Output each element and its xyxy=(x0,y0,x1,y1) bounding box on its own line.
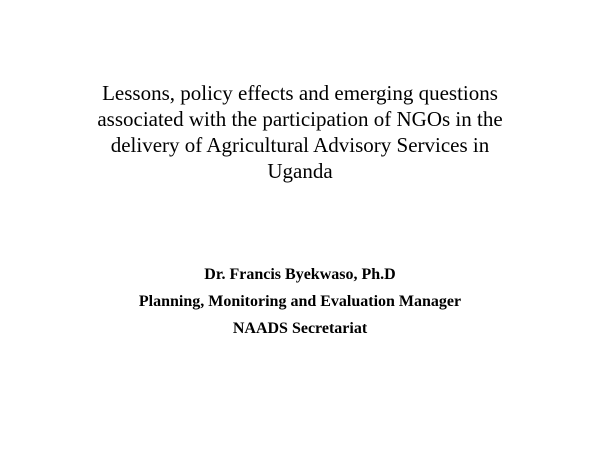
author-position: Planning, Monitoring and Evaluation Manager xyxy=(138,293,462,310)
title-line-2: associated with the participation of NGOs in the xyxy=(97,107,503,131)
title-line-3: delivery of Agricultural Advisory Services in xyxy=(110,133,490,157)
author-organization: NAADS Secretariat xyxy=(232,320,368,337)
title-line-4: Uganda xyxy=(267,159,333,183)
author-block xyxy=(40,261,560,342)
slide-title xyxy=(50,80,550,184)
author-name: Dr. Francis Byekwaso, Ph.D xyxy=(204,266,396,283)
title-line-1: Lessons, policy effects and emerging questions xyxy=(102,81,498,105)
